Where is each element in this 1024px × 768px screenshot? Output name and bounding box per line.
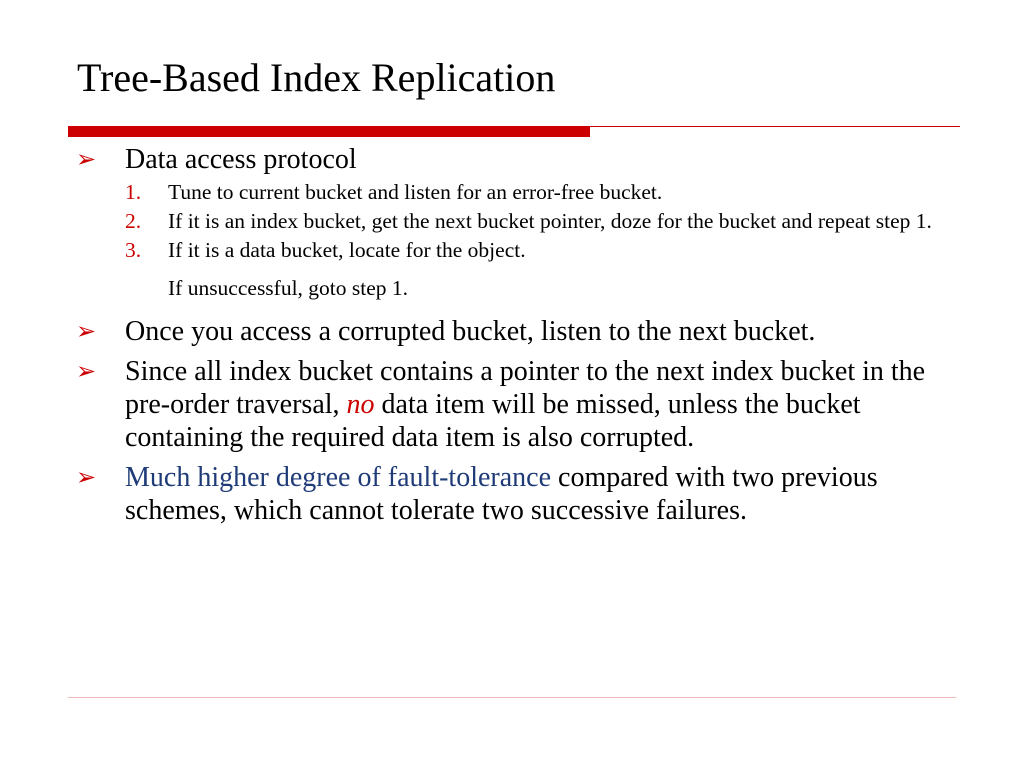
list-item-text: If it is a data bucket, locate for the object. [168,238,526,262]
bullet-text: Since all index bucket contains a pointer to the next index bucket in the pre-order traversal, [125,356,926,420]
list-number: 3. [125,238,142,262]
arrow-bullet-icon: ➢ [76,317,97,345]
slide-body [76,143,976,527]
footer-divider [68,697,956,698]
list-item-text: If it is an index bucket, get the next bucket pointer, doze for the bucket and repeat step 1. [168,209,932,233]
bullet-fault-tolerance [76,461,976,527]
bullet-data-access-protocol [76,143,976,301]
arrow-bullet-icon: ➢ [76,357,97,385]
highlight-text: Much higher degree of fault-tolerance [125,462,552,493]
bullet-text: Data access protocol [125,144,357,175]
title-underline-thick [68,126,590,137]
list-number: 1. [125,180,142,204]
bullet-text: data item will be missed, unless the bucket containing the required data item is also corrupted. [125,389,861,453]
arrow-bullet-icon: ➢ [76,463,97,491]
list-note: If unsuccessful, goto step 1. [168,276,409,300]
list-item [125,179,976,205]
bullet-text: compared with two previous schemes, which cannot tolerate two successive failures. [125,462,878,526]
list-item [125,237,976,263]
list-item-text: Tune to current bucket and listen for an error-free bucket. [168,180,663,204]
bullet-corrupted-bucket [76,315,976,348]
bullet-index-pointer [76,355,976,454]
bullet-text: Once you access a corrupted bucket, listen to the next bucket. [125,316,816,347]
emphasis-text: no [346,389,375,420]
slide-title: Tree-Based Index Replication [77,55,556,100]
title-underline-thin [590,126,960,127]
arrow-bullet-icon: ➢ [76,145,97,173]
list-number: 2. [125,209,142,233]
list-item [125,208,976,234]
numbered-list [76,179,976,301]
